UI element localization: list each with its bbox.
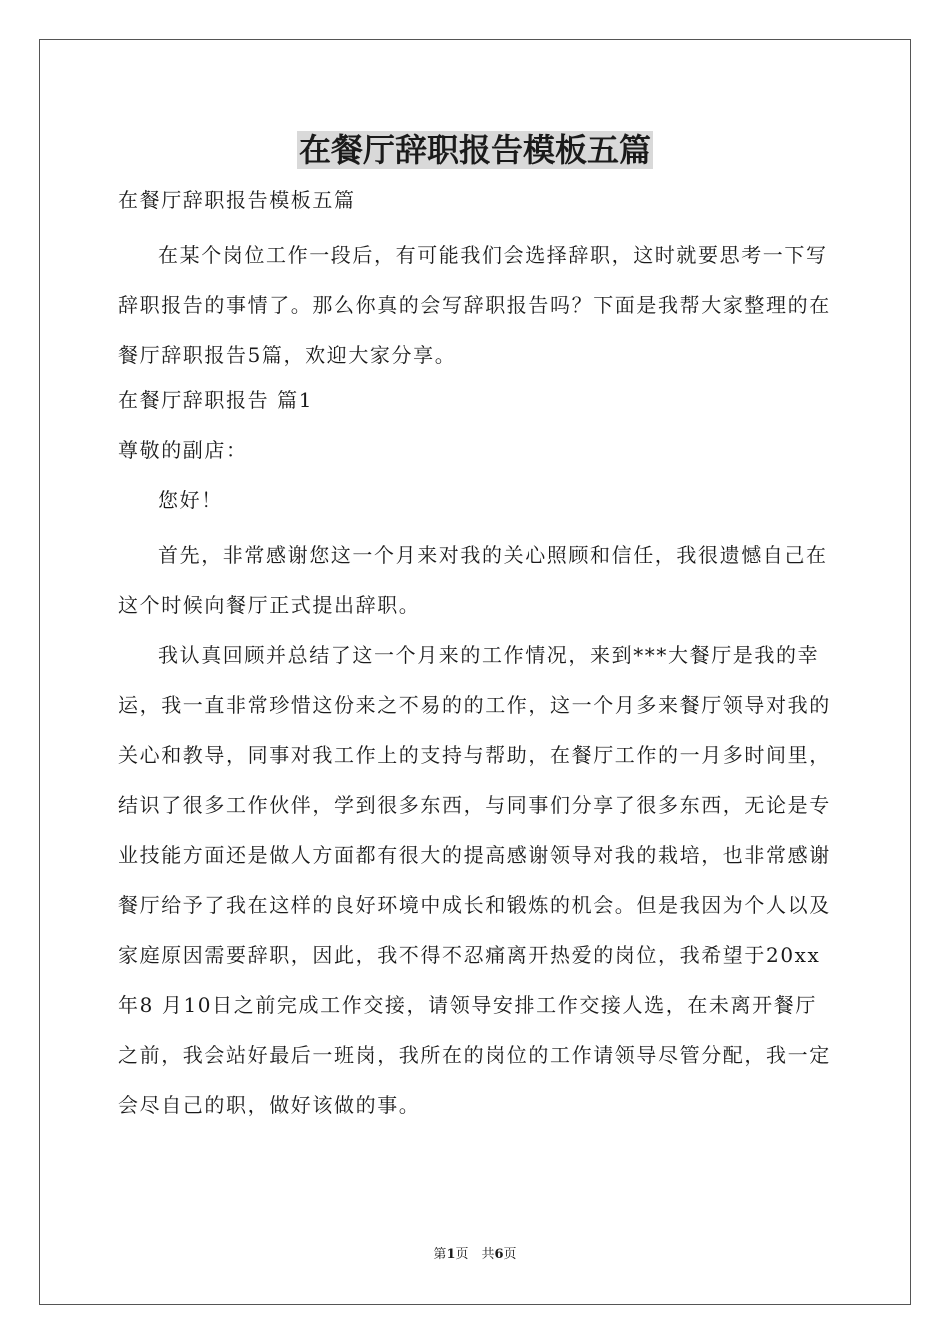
page-suffix: 页 xyxy=(503,1247,517,1262)
page-mid: 页 共 xyxy=(455,1247,495,1262)
body-paragraph-2: 我认真回顾并总结了这一个月来的工作情况，来到***大餐厅是我的幸运，我一直非常珍惜这份来之不易的的工作，这一个月多来餐厅领导对我的关心和教导，同事对我工作上的支持与帮助，在餐厅工作的一月多时间里，结识了很多工作伙伴，学到很多东西，与同事们分享了很多东西，无论是专业技能方面还是做人方面都有很大的提高感谢领导对我的栽培，也非常感谢餐厅给予了我在这样的良好环境中成长和锻炼的机会。但是我因为个人以及家庭原因需要辞职，因此，我不得不忍痛离开热爱的岗位，我希望于20xx年8 月10日之前完成工作交接，请领导安排工作交接人选，在未离开餐厅之前，我会站好最后一班岗，我所在的岗位的工作请领导尽管分配，我一定会尽自己的职，做好该做的事。 xyxy=(118,643,831,1117)
page-prefix: 第 xyxy=(433,1247,447,1262)
body-paragraph-1: 首先，非常感谢您这一个月来对我的关心照顾和信任，我很遗憾自己在这个时候向餐厅正式提出辞职。 xyxy=(118,543,828,617)
document-title xyxy=(0,128,950,172)
document-title-text: 在餐厅辞职报告模板五篇 xyxy=(298,131,651,169)
section-heading: 在餐厅辞职报告 篇1 xyxy=(118,388,314,412)
document-body xyxy=(118,180,838,1130)
salutation: 尊敬的副店： xyxy=(118,438,248,462)
current-page-number: 1 xyxy=(446,1247,456,1262)
page-footer xyxy=(0,1245,950,1265)
document-subtitle: 在餐厅辞职报告模板五篇 xyxy=(118,188,356,212)
total-pages-number: 6 xyxy=(494,1247,504,1262)
intro-paragraph: 在某个岗位工作一段后，有可能我们会选择辞职，这时就要思考一下写辞职报告的事情了。那么你真的会写辞职报告吗？下面是我帮大家整理的在餐厅辞职报告5篇，欢迎大家分享。 xyxy=(118,243,831,367)
greeting: 您好！ xyxy=(158,488,223,512)
